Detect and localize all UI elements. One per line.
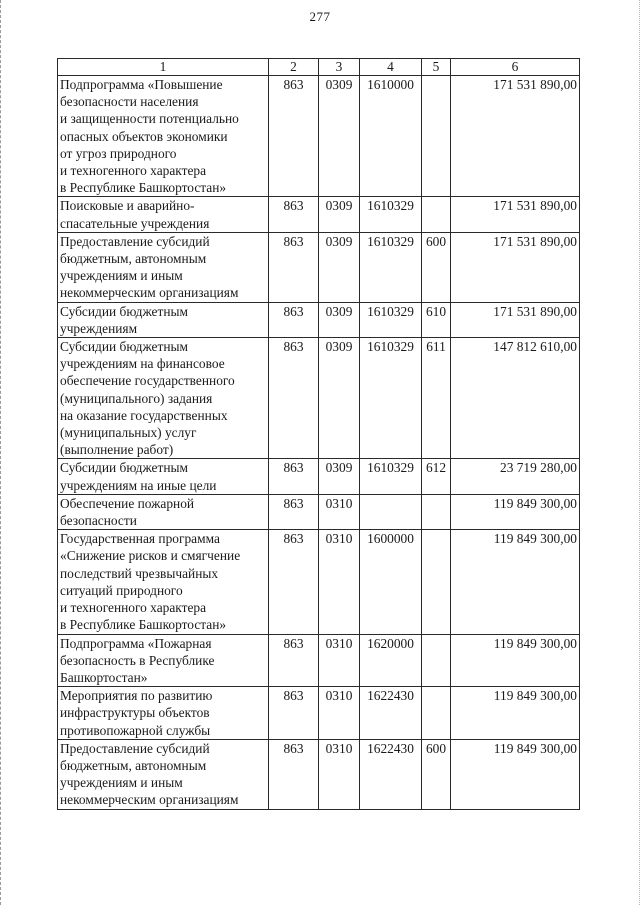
ministry-code-cell: 863 — [269, 739, 319, 809]
header-col-4: 4 — [360, 59, 422, 76]
description-line: Мероприятия по развитию — [60, 688, 213, 704]
amount-cell: 171 531 890,00 — [451, 76, 580, 197]
description-line: на оказание государственных — [60, 407, 228, 423]
description-line: Субсидии бюджетным — [60, 303, 188, 319]
description-line: спасательные учреждения — [60, 215, 210, 231]
page-left-edge — [0, 0, 4, 905]
row-description — [58, 459, 269, 494]
description-line: последствий чрезвычайных — [60, 565, 219, 581]
ministry-code-cell: 863 — [269, 634, 319, 687]
description-line: бюджетным, автономным — [60, 251, 207, 267]
target-article-cell: 1600000 — [360, 530, 422, 634]
description-line: Подпрограмма «Пожарная — [60, 635, 212, 651]
section-code-cell: 0309 — [319, 459, 360, 494]
target-article-cell: 1610329 — [360, 232, 422, 302]
description-line: Подпрограмма «Повышение — [60, 77, 223, 92]
table-row — [58, 338, 580, 459]
ministry-code-cell: 863 — [269, 530, 319, 634]
header-col-1: 1 — [58, 59, 269, 76]
description-line: учреждениям и иным — [60, 775, 183, 791]
description-line: инфраструктуры объектов — [60, 705, 210, 721]
description-line: Башкортостан» — [60, 669, 148, 685]
expense-type-cell — [422, 634, 451, 687]
description-line: от угроз природного — [60, 145, 177, 161]
target-article-cell: 1610000 — [360, 76, 422, 197]
row-description — [58, 76, 269, 197]
amount-cell: 119 849 300,00 — [451, 634, 580, 687]
amount-cell: 171 531 890,00 — [451, 302, 580, 337]
description-line: учреждениям — [60, 320, 138, 336]
target-article-cell: 1622430 — [360, 739, 422, 809]
amount-cell: 23 719 280,00 — [451, 459, 580, 494]
amount-cell: 171 531 890,00 — [451, 232, 580, 302]
table-body — [58, 76, 580, 810]
table-row — [58, 739, 580, 809]
table-row — [58, 530, 580, 634]
row-description — [58, 530, 269, 634]
row-description — [58, 197, 269, 232]
ministry-code-cell: 863 — [269, 76, 319, 197]
section-code-cell: 0310 — [319, 494, 360, 529]
expense-type-cell — [422, 687, 451, 740]
table-row — [58, 494, 580, 529]
description-line: Государственная программа — [60, 531, 220, 547]
amount-cell: 119 849 300,00 — [451, 687, 580, 740]
table-header-row — [58, 59, 580, 76]
section-code-cell: 0309 — [319, 76, 360, 197]
section-code-cell: 0310 — [319, 687, 360, 740]
amount-cell: 119 849 300,00 — [451, 530, 580, 634]
description-line: (выполнение работ) — [60, 442, 174, 458]
ministry-code-cell: 863 — [269, 338, 319, 459]
description-line: некоммерческим организациям — [60, 792, 239, 808]
description-line: учреждениям на иные цели — [60, 477, 217, 493]
description-line: Субсидии бюджетным — [60, 460, 188, 476]
description-line: Субсидии бюджетным — [60, 339, 188, 355]
ministry-code-cell: 863 — [269, 197, 319, 232]
description-line: учреждениям и иным — [60, 268, 183, 284]
table-row — [58, 634, 580, 687]
target-article-cell: 1622430 — [360, 687, 422, 740]
expense-type-cell: 612 — [422, 459, 451, 494]
section-code-cell: 0309 — [319, 232, 360, 302]
description-line: противопожарной службы — [60, 722, 211, 738]
description-line: опасных объектов экономики — [60, 128, 228, 144]
section-code-cell: 0310 — [319, 530, 360, 634]
description-line: обеспечение государственного — [60, 373, 235, 389]
description-line: бюджетным, автономным — [60, 757, 207, 773]
description-line: «Снижение рисков и смягчение — [60, 548, 241, 564]
page-number: 277 — [309, 9, 331, 24]
amount-cell: 147 812 610,00 — [451, 338, 580, 459]
expense-type-cell: 610 — [422, 302, 451, 337]
description-line: и защищенности потенциально — [60, 111, 239, 127]
table-row — [58, 687, 580, 740]
description-line: безопасность в Республике — [60, 652, 215, 668]
header-col-5: 5 — [422, 59, 451, 76]
target-article-cell: 1610329 — [360, 459, 422, 494]
row-description — [58, 302, 269, 337]
target-article-cell: 1610329 — [360, 197, 422, 232]
amount-cell: 171 531 890,00 — [451, 197, 580, 232]
description-line: безопасности населения — [60, 94, 199, 110]
target-article-cell: 1620000 — [360, 634, 422, 687]
amount-cell: 119 849 300,00 — [451, 494, 580, 529]
description-line: и техногенного характера — [60, 600, 207, 616]
row-description — [58, 494, 269, 529]
expense-type-cell — [422, 76, 451, 197]
ministry-code-cell: 863 — [269, 302, 319, 337]
expense-type-cell: 600 — [422, 739, 451, 809]
description-line: в Республике Башкортостан» — [60, 617, 227, 633]
description-line: некоммерческим организациям — [60, 285, 239, 301]
table-row — [58, 197, 580, 232]
description-line: Предоставление субсидий — [60, 740, 210, 756]
description-line: безопасности — [60, 513, 137, 529]
header-col-3: 3 — [319, 59, 360, 76]
row-description — [58, 687, 269, 740]
description-line: в Республике Башкортостан» — [60, 180, 227, 196]
row-description — [58, 739, 269, 809]
ministry-code-cell: 863 — [269, 459, 319, 494]
table-row — [58, 459, 580, 494]
expense-type-cell: 611 — [422, 338, 451, 459]
description-line: Поисковые и аварийно- — [60, 198, 195, 214]
expense-type-cell — [422, 494, 451, 529]
row-description — [58, 338, 269, 459]
expense-type-cell — [422, 530, 451, 634]
description-line: (муниципальных) услуг — [60, 425, 197, 441]
ministry-code-cell: 863 — [269, 687, 319, 740]
amount-cell: 119 849 300,00 — [451, 739, 580, 809]
description-line: ситуаций природного — [60, 582, 183, 598]
page-right-edge — [636, 0, 640, 905]
ministry-code-cell: 863 — [269, 232, 319, 302]
table-row — [58, 76, 580, 197]
header-col-2: 2 — [269, 59, 319, 76]
section-code-cell: 0309 — [319, 302, 360, 337]
section-code-cell: 0310 — [319, 739, 360, 809]
ministry-code-cell: 863 — [269, 494, 319, 529]
expense-type-cell — [422, 197, 451, 232]
row-description — [58, 634, 269, 687]
expense-type-cell: 600 — [422, 232, 451, 302]
description-line: и техногенного характера — [60, 163, 207, 179]
target-article-cell — [360, 494, 422, 529]
target-article-cell: 1610329 — [360, 338, 422, 459]
row-description — [58, 232, 269, 302]
target-article-cell: 1610329 — [360, 302, 422, 337]
description-line: (муниципального) задания — [60, 390, 213, 406]
section-code-cell: 0309 — [319, 338, 360, 459]
header-col-6: 6 — [451, 59, 580, 76]
section-code-cell: 0309 — [319, 197, 360, 232]
budget-table — [57, 58, 580, 810]
description-line: Обеспечение пожарной — [60, 495, 195, 511]
section-code-cell: 0310 — [319, 634, 360, 687]
description-line: учреждениям на финансовое — [60, 356, 225, 372]
table-row — [58, 232, 580, 302]
description-line: Предоставление субсидий — [60, 233, 210, 249]
table-row — [58, 302, 580, 337]
